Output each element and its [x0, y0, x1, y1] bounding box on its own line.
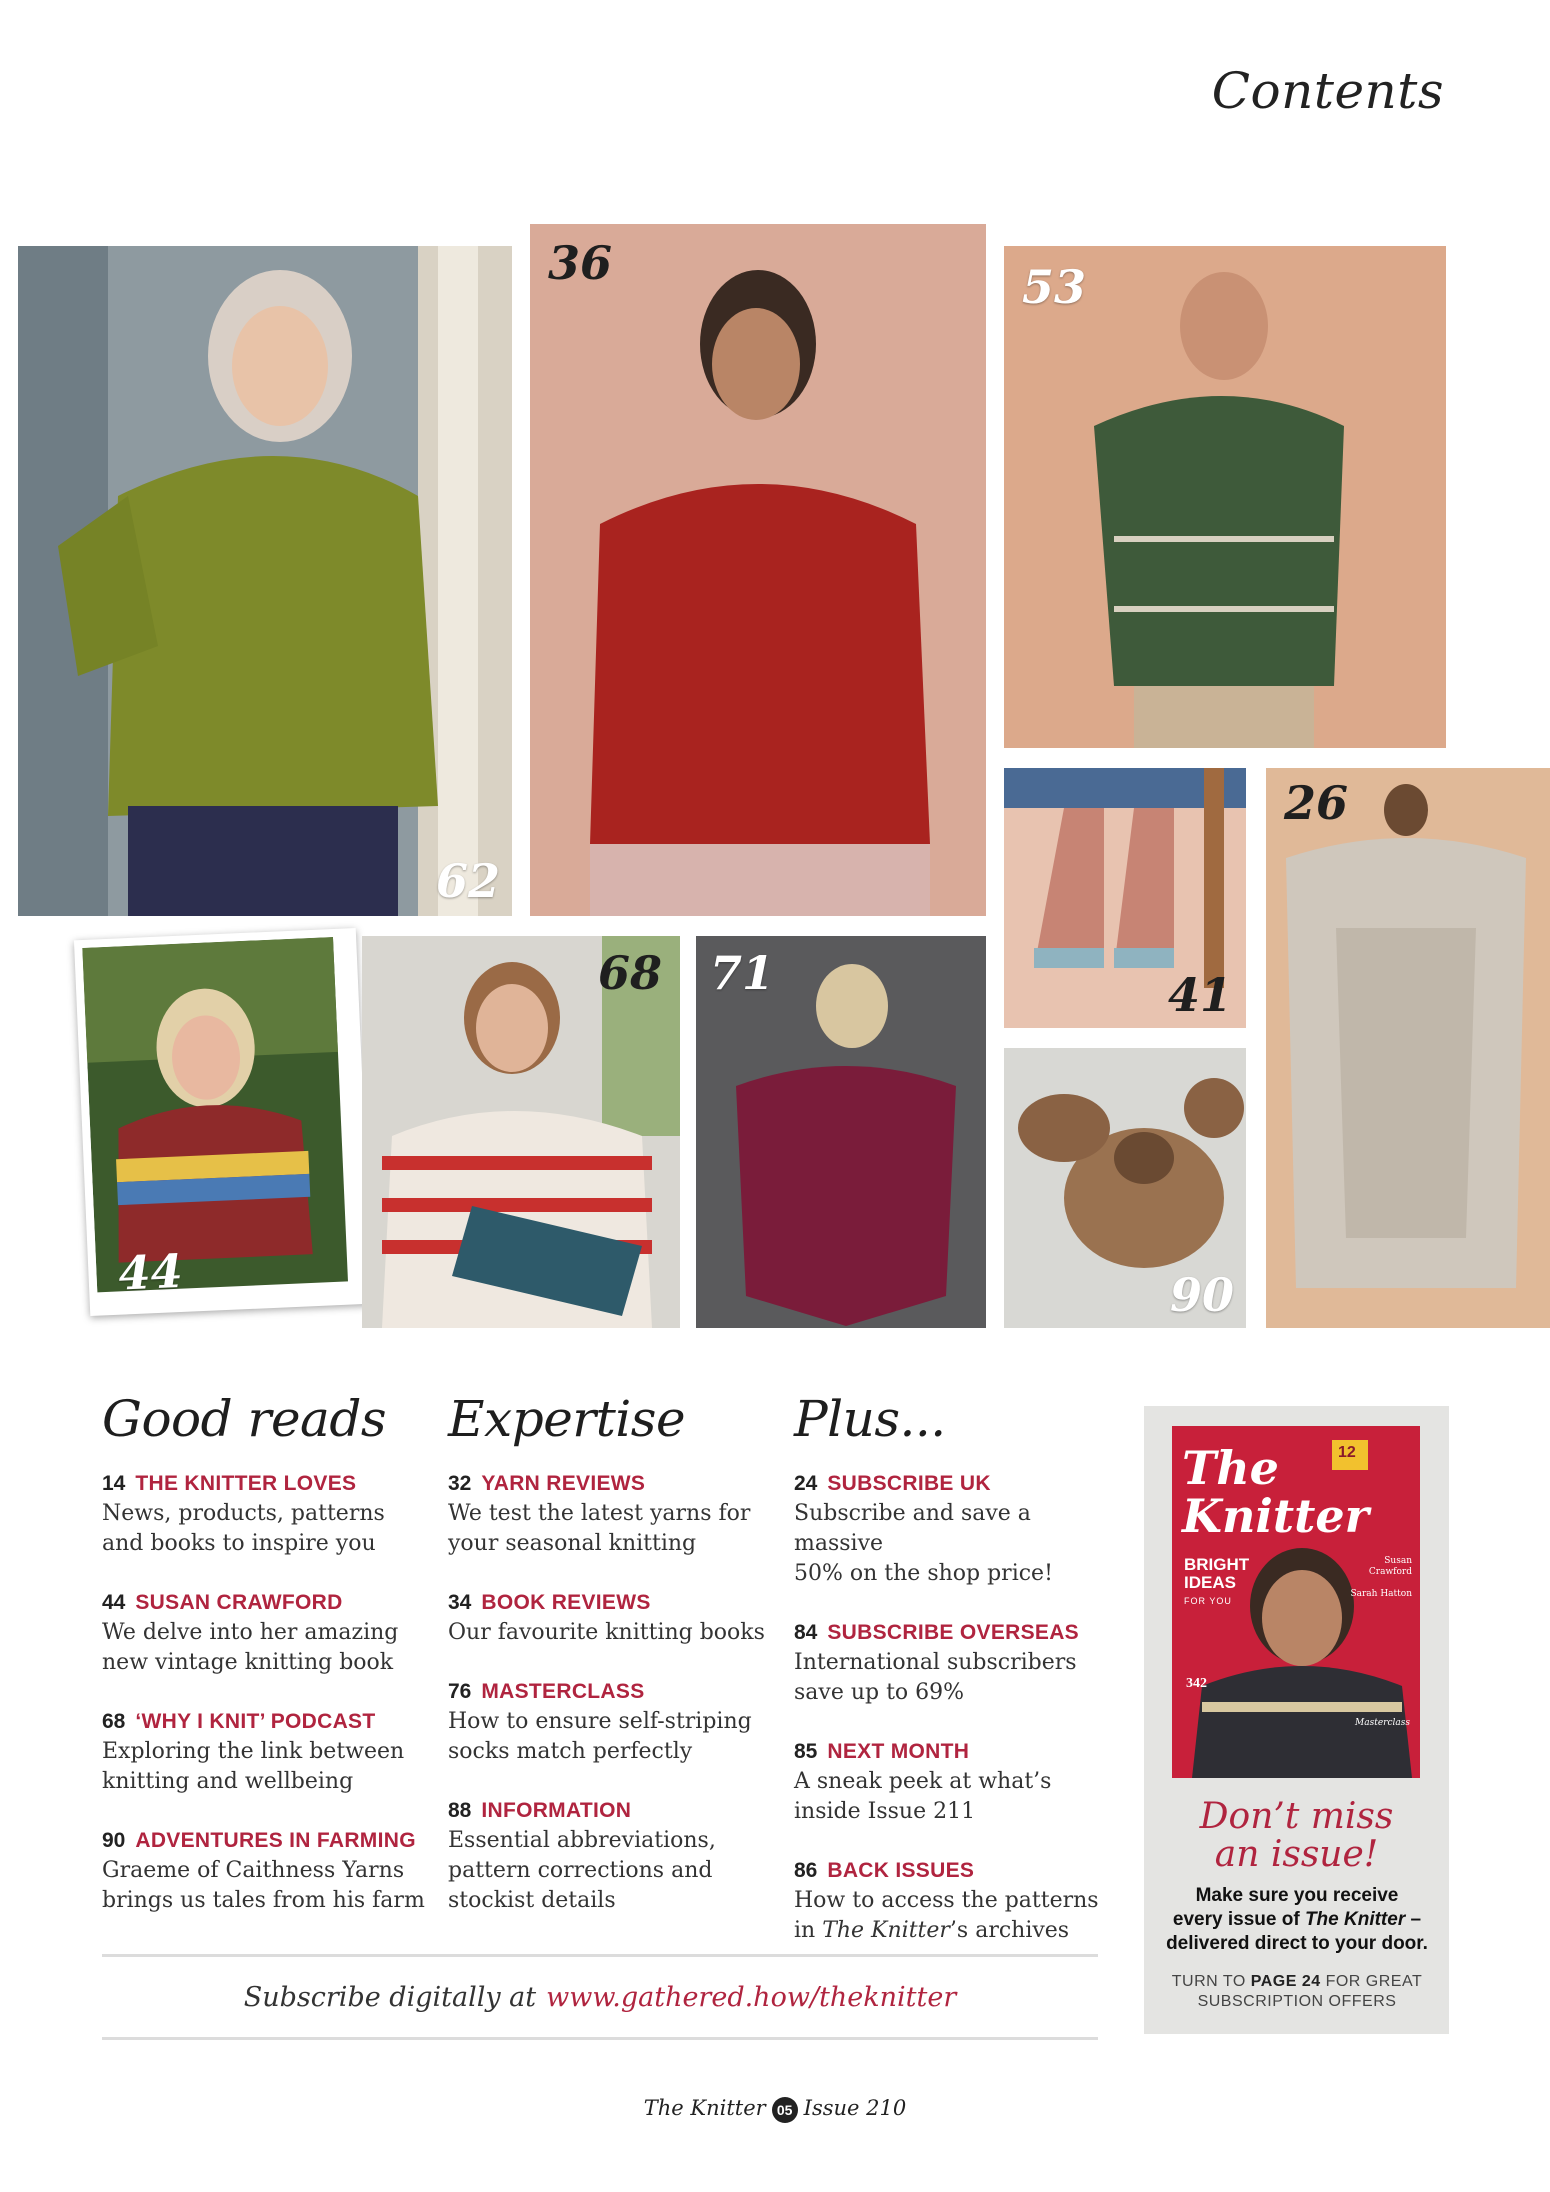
- page-number-label: 44: [117, 1243, 184, 1301]
- page-number-label: 36: [548, 236, 613, 290]
- expertise-section: [448, 1390, 778, 1946]
- entry-description: We delve into her amazing new vintage knitting book: [102, 1620, 399, 1675]
- entry-description: A sneak peek at what’s inside Issue 211: [794, 1769, 1052, 1824]
- contents-entry[interactable]: [102, 1708, 432, 1797]
- contents-entry[interactable]: [448, 1470, 778, 1559]
- promo-offer: TURN TO PAGE 24 FOR GREAT SUBSCRIPTION OFFERS: [1171, 1973, 1423, 2010]
- contents-entry[interactable]: [102, 1589, 432, 1678]
- entry-description: Subscribe and save a massive 50% on the shop price!: [794, 1501, 1053, 1586]
- photo-burgundy-shawl: [696, 936, 986, 1328]
- promo-text: Make sure you receive every issue of The Knitter – delivered direct to your door.: [1166, 1885, 1428, 1954]
- section-heading: Expertise: [448, 1390, 686, 1448]
- entry-description: How to ensure self-striping socks match perfectly: [448, 1709, 752, 1764]
- subscribe-link[interactable]: www.gathered.how/theknitter: [546, 1981, 957, 2013]
- section-heading: Plus...: [794, 1390, 946, 1448]
- contents-entry[interactable]: [794, 1738, 1124, 1827]
- good-reads-section: [102, 1390, 432, 1946]
- page-ref: 14: [102, 1472, 126, 1495]
- entry-description: How to access the patterns in The Knitter’s archives: [794, 1888, 1099, 1943]
- page-number-label: 71: [710, 946, 775, 1000]
- page-ref: 76: [448, 1680, 472, 1703]
- contents-entry[interactable]: [794, 1619, 1124, 1708]
- footer-magazine: The Knitter: [643, 2096, 766, 2120]
- subscription-promo[interactable]: [1144, 1406, 1449, 2034]
- page-ref: 32: [448, 1472, 472, 1495]
- entry-title: SUBSCRIBE OVERSEAS: [827, 1621, 1079, 1644]
- cover-logo: The Knitter: [1182, 1441, 1369, 1543]
- page-footer: [0, 2096, 1550, 2123]
- footer-issue: Issue 210: [803, 2096, 907, 2120]
- entry-title: INFORMATION: [481, 1799, 632, 1822]
- page-ref: 86: [794, 1859, 818, 1882]
- entry-title: SUBSCRIBE UK: [827, 1472, 991, 1495]
- subscribe-text: Subscribe digitally at: [243, 1981, 537, 2013]
- entry-title: BACK ISSUES: [827, 1859, 975, 1882]
- page-ref: 24: [794, 1472, 818, 1495]
- entry-title: SUSAN CRAWFORD: [135, 1591, 343, 1614]
- contents-entry[interactable]: [448, 1589, 778, 1648]
- photo-sheep: [1004, 1048, 1246, 1328]
- page-ref: 34: [448, 1591, 472, 1614]
- photo-lace-shawl: [1266, 768, 1550, 1328]
- entry-description: News, products, patterns and books to inspire you: [102, 1501, 385, 1556]
- cover-headline: BRIGHT IDEAS: [1184, 1555, 1250, 1592]
- page-ref: 68: [102, 1710, 126, 1733]
- photo-green-striped-sweater: [1004, 246, 1446, 748]
- entry-title: YARN REVIEWS: [481, 1472, 646, 1495]
- cover-badge: 12: [1338, 1444, 1356, 1461]
- page-ref: 44: [102, 1591, 126, 1614]
- contents-entry[interactable]: [794, 1470, 1124, 1589]
- photo-red-cable-sweater: [530, 224, 986, 916]
- entry-description: International subscribers save up to 69%: [794, 1650, 1077, 1705]
- page-number-label: 90: [1169, 1268, 1234, 1322]
- entry-description: Graeme of Caithness Yarns brings us tales from his farm: [102, 1858, 425, 1913]
- page-ref: 88: [448, 1799, 472, 1822]
- page-number-label: 53: [1022, 260, 1087, 314]
- photo-susan-crawford: [74, 928, 372, 1316]
- page-number-label: 62: [435, 854, 500, 908]
- entry-title: THE KNITTER LOVES: [135, 1472, 357, 1495]
- page-ref: 90: [102, 1829, 126, 1852]
- page-ref: 84: [794, 1621, 818, 1644]
- contents-entry[interactable]: [448, 1797, 778, 1916]
- photo-green-lace-sweater: [18, 246, 512, 916]
- contents-entry[interactable]: [794, 1857, 1124, 1946]
- entry-description: We test the latest yarns for your seasonal knitting: [448, 1501, 751, 1556]
- entry-description: Exploring the link between knitting and wellbeing: [102, 1739, 405, 1794]
- magazine-cover-image: [1172, 1426, 1420, 1778]
- cover-subline: FOR YOU: [1184, 1596, 1232, 1606]
- entry-title: BOOK REVIEWS: [481, 1591, 651, 1614]
- cover-masterclass: Masterclass: [1355, 1718, 1410, 1728]
- cover-side-text: Susan Crawford Sarah Hatton: [1350, 1556, 1412, 1599]
- entry-description: Essential abbreviations, pattern corrections and stockist details: [448, 1828, 716, 1913]
- photo-socks: [1004, 768, 1246, 1028]
- page-title: Contents: [1211, 62, 1444, 120]
- entry-title: ‘WHY I KNIT’ PODCAST: [135, 1710, 376, 1733]
- footer-page-number: 05: [772, 2097, 798, 2123]
- promo-heading: Don’t miss an issue!: [1199, 1796, 1394, 1875]
- entry-title: MASTERCLASS: [481, 1680, 645, 1703]
- page-ref: 85: [794, 1740, 818, 1763]
- page-number-label: 26: [1284, 776, 1349, 830]
- subscribe-digitally-bar: [102, 1954, 1098, 2040]
- contents-entry[interactable]: [102, 1827, 432, 1916]
- contents-entry[interactable]: [102, 1470, 432, 1559]
- contents-entry[interactable]: [448, 1678, 778, 1767]
- entry-title: NEXT MONTH: [827, 1740, 970, 1763]
- section-heading: Good reads: [102, 1390, 387, 1448]
- photo-knitter-podcast: [362, 936, 680, 1328]
- plus-section: [794, 1390, 1124, 1976]
- entry-title: ADVENTURES IN FARMING: [135, 1829, 416, 1852]
- cover-issue: 342: [1186, 1676, 1207, 1691]
- page-number-label: 41: [1167, 968, 1232, 1022]
- entry-description: Our favourite knitting books: [448, 1620, 765, 1645]
- page-number-label: 68: [597, 946, 662, 1000]
